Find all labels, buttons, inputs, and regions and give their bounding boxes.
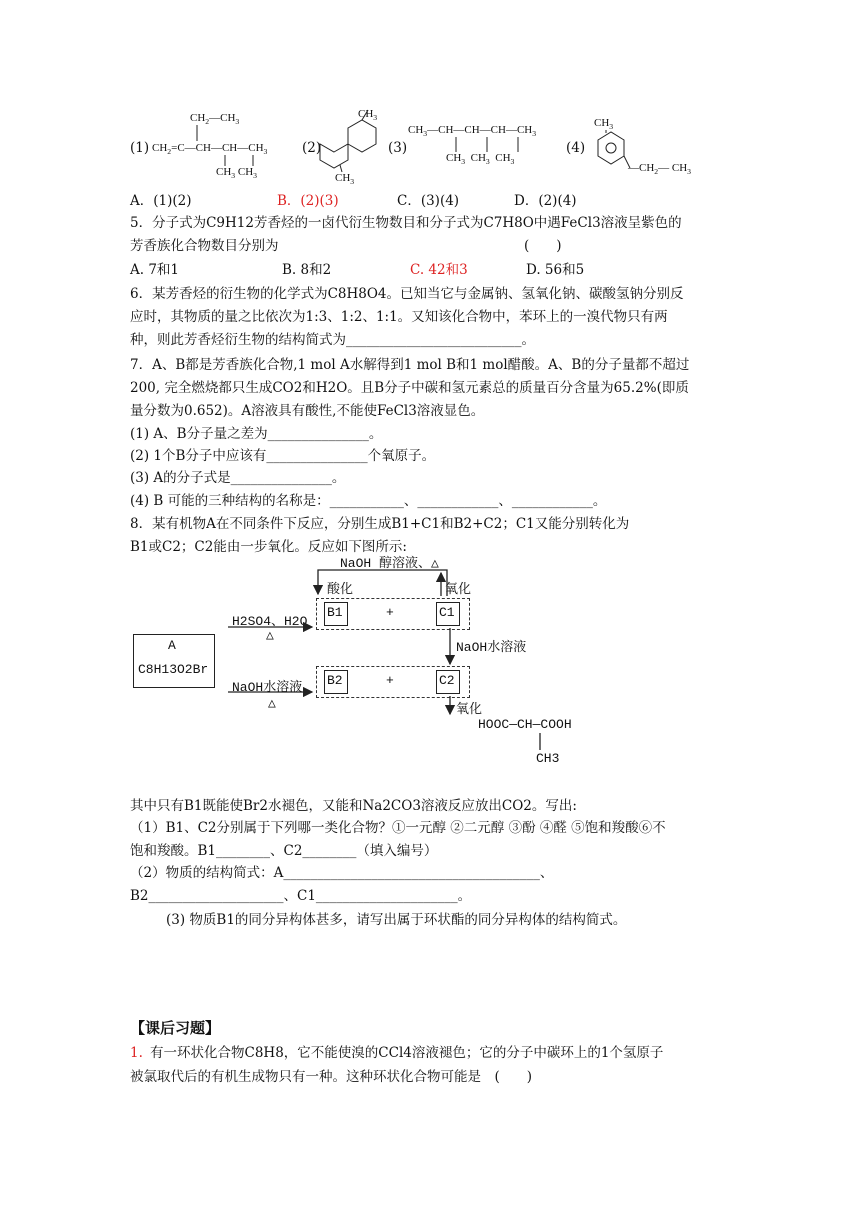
final-product-branch: CH3 [536,751,560,766]
struct3-methyls: $CH_3$ $CH_3$ $CH_3$ [446,152,515,166]
q5-paren: ( ) [524,238,562,254]
homework-q1-number: 1. [130,1045,143,1061]
q4-choice-c: C．(3)(4) [397,193,460,209]
q7-sub3: (3) A的分子式是_______________。 [130,470,346,486]
final-product: HOOC—CH—COOH [478,717,572,732]
delta-2: △ [268,696,276,711]
top-condition: NaOH 醇溶液、△ [340,556,439,571]
q7-sub2: (2) 1个B分子中应该有_______________个氧原子。 [130,448,436,464]
q4-choice-d: D．(2)(4) [514,193,577,209]
q8-after1: 其中只有B1既能使Br2水褪色，又能和Na2CO3溶液反应放出CO2。写出: [130,798,577,814]
plus-2: + [386,673,394,688]
struct2-methyl-bottom: $CH_3$ [335,172,355,186]
q5-line1: 5．分子式为C9H12芳香烃的一卤代衍生物数目和分子式为C7H8O中遇FeCl3溶液呈紫色的 [130,215,682,231]
q7-line2: 200, 完全燃烧都只生成CO2和H2O。且B分子中碳和氢元素总的质量百分含量为65.2%(即质 [130,380,689,396]
q8-after5: B2____________________、C1_____________________。 [130,888,472,904]
c2-label: C2 [439,673,455,688]
q4-choice-a: A．(1)(2) [130,193,192,209]
struct2-label: (2) [302,140,322,156]
q5-choice-a: A. 7和1 [130,262,180,278]
struct1-methyls: $CH_3$ $CH_3$ [216,166,257,180]
naoh-aq-right: NaOH水溶液 [456,640,527,655]
q7-sub4: (4) B 可能的三种结构的名称是：___________、____________、____________。 [130,493,607,509]
q5-choice-b: B. 8和2 [282,262,332,278]
delta-1: △ [266,628,274,643]
naoh-aq-left: NaOH水溶液 [232,680,303,695]
struct4-ethyl: $—CH_2—$ $CH_3$ [628,162,691,176]
struct2-methyl-top: $CH_3$ [358,108,378,122]
q6-line2: 应时，其物质的量之比依次为1:3、1:2、1:1。又知该化合物中，苯环上的一溴代物只有两 [130,309,668,325]
struct3-label: (3) [388,140,408,156]
q7-line3: 量分数为0.652)。A溶液具有酸性,不能使FeCl3溶液显色。 [130,403,485,419]
q4-choice-b: B．(2)(3) [277,193,339,209]
struct4-label: (4) [566,140,586,156]
q8-after2: （1）B1、C2分别属于下列哪一类化合物？①一元醇 ②二元醇 ③酚 ④醛 ⑤饱和羧酸⑥不 [130,820,666,836]
q7-line1: 7．A、B都是芳香族化合物,1 mol A水解得到1 mol B和1 mol醋酸。A、B的分子量都不超过 [130,357,690,373]
b1-label: B1 [327,605,343,620]
oxidize-label-2: 氧化 [456,702,483,717]
struct1-main: $CH_2=C—CH—CH—CH_3$ [152,142,268,156]
homework-q1-line2: 被氯取代后的有机生成物只有一种。这种环状化合物可能是 ( ) [130,1069,533,1085]
q6-line1: 6．某芳香烃的衍生物的化学式为C8H8O4。已知当它与金属钠、氢氧化钠、碳酸氢钠分别反 [130,286,684,302]
q5-choice-c: C. 42和3 [410,262,468,278]
oxidize-label-1: 氧化 [445,582,472,597]
compound-a-formula: C8H13O2Br [138,662,209,677]
q5-line2: 芳香族化合物数目分别为 [130,238,279,254]
q6-line3: 种，则此芳香烃衍生物的结构简式为__________________________。 [130,332,535,348]
q5-choice-d: D. 56和5 [526,262,585,278]
plus-1: + [386,605,394,620]
homework-q1-line1: 有一环状化合物C8H8，它不能使溴的CCl4溶液褪色；它的分子中碳环上的1个氢原子 [150,1045,664,1061]
q8-after4: （2）物质的结构简式：A______________________________________、 [130,865,554,881]
q8-after6: (3) 物质B1的同分异构体甚多，请写出属于环状酯的同分异构体的结构简式。 [166,912,627,928]
b2-label: B2 [327,673,343,688]
q8-line2: B1或C2；C2能由一步氧化。反应如下图所示: [130,539,407,555]
q8-after3: 饱和羧酸。B1________、C2________（填入编号） [130,843,438,859]
compound-a-label: A [168,638,176,653]
h2so4-label: H2SO4、H2O [232,614,308,629]
q7-sub1: (1) A、B分子量之差为_______________。 [130,426,383,442]
struct1-label: (1) [130,140,150,156]
struct1-ethyl: $CH_2—CH_3$ [190,112,240,126]
struct3-main: $CH_3—CH—CH—CH—CH_3$ [408,124,537,138]
q8-line1: 8．某有机物A在不同条件下反应，分别生成B1+C1和B2+C2；C1又能分别转化为 [130,516,630,532]
struct4-methyl: $CH_3$ [594,117,614,131]
acidify-label: 酸化 [327,582,354,597]
homework-heading: 【课后习题】 [130,1019,221,1037]
c1-label: C1 [439,605,455,620]
